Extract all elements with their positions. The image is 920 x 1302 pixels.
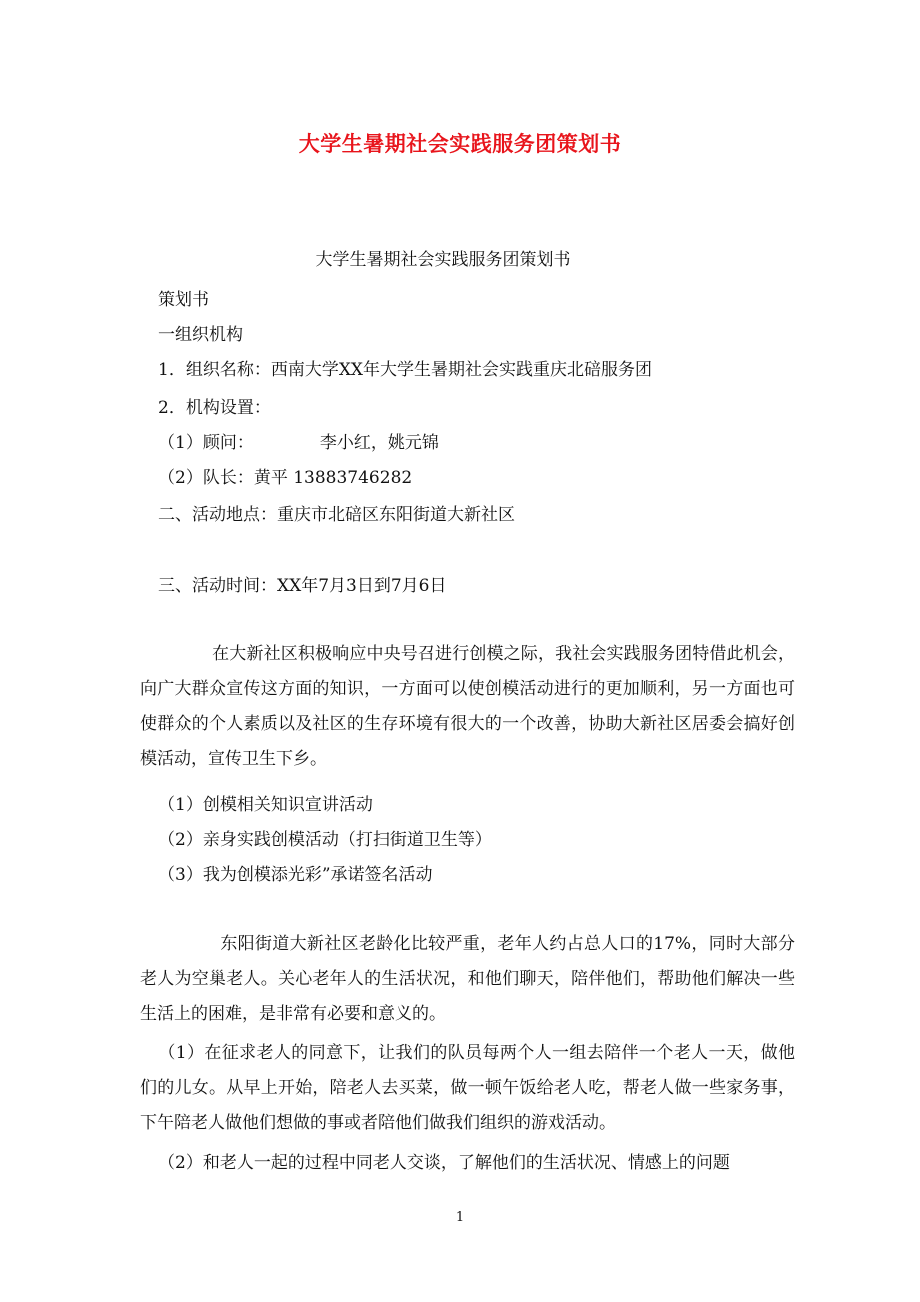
paragraph-talk-text: （2）和老人一起的过程中同老人交谈，了解他们的生活状况、情感上的问题 <box>158 1153 730 1173</box>
paragraph-campaign <box>140 637 795 777</box>
activity-location: 二、活动地点：重庆市北碚区东阳街道大新社区 <box>158 505 515 525</box>
paragraph-accompany-text: （1）在征求老人的同意下，让我们的队员每两个人一组去陪伴一个老人一天，做他们的儿女。从早上开始，陪老人去买菜，做一顿午饭给老人吃，帮老人做一些家务事，下午陪老人做他们想做的事或者陪他们做我们组织的游戏活动。 <box>140 1043 795 1133</box>
advisor-names: 李小红，姚元锦 <box>319 433 439 453</box>
paragraph-talk <box>140 1146 795 1181</box>
activity-item-3: （3）我为创模添光彩”承诺签名活动 <box>158 865 433 885</box>
paragraph-campaign-text: 在大新社区积极响应中央号召进行创模之际，我社会实践服务团特借此机会，向广大群众宣传这方面的知识，一方面可以使创模活动进行的更加顺利，另一方面也可使群众的个人素质以及社区的生存环境有很大的一个改善，协助大新社区居委会搞好创模活动，宣传卫生下乡。 <box>140 644 795 769</box>
organization-setup: 2．机构设置： <box>158 398 271 418</box>
heading-plan: 策划书 <box>158 290 209 310</box>
document-main-title: 大学生暑期社会实践服务团策划书 <box>298 131 622 156</box>
captain-line: （2）队长：黄平 13883746282 <box>158 468 413 488</box>
paragraph-accompany <box>140 1036 795 1141</box>
section-organization: 一组织机构 <box>158 325 243 345</box>
document-sub-title: 大学生暑期社会实践服务团策划书 <box>315 250 571 270</box>
activity-item-2: （2）亲身实践创模活动（打扫街道卫生等） <box>158 830 492 850</box>
paragraph-elderly <box>140 927 795 1032</box>
organization-name: 1．组织名称：西南大学XX年大学生暑期社会实践重庆北碚服务团 <box>158 360 653 380</box>
paragraph-elderly-text: 东阳街道大新社区老龄化比较严重，老年人约占总人口的17%，同时大部分老人为空巢老人。关心老年人的生活状况，和他们聊天，陪伴他们，帮助他们解决一些生活上的困难，是非常有必要和意义的。 <box>140 934 795 1024</box>
advisor-line <box>158 428 439 453</box>
activity-item-1: （1）创模相关知识宣讲活动 <box>158 795 373 815</box>
advisor-label: （1）顾问： <box>158 433 254 453</box>
activity-time: 三、活动时间：XX年7月3日到7月6日 <box>158 576 447 596</box>
page-number: 1 <box>455 1210 465 1225</box>
